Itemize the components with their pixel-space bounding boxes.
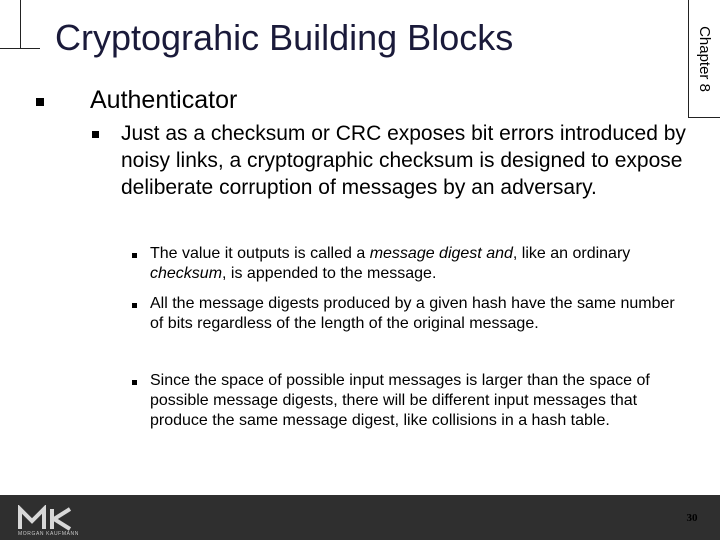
sub-bullet-3: Since the space of possible input messages is larger than the space of possible message digests, there will be different input messages that produce the same message digest, like collisions in a hash table. xyxy=(150,372,650,429)
slide-title: Cryptograhic Building Blocks xyxy=(55,17,514,58)
corner-horizontal-rule xyxy=(0,48,40,49)
sub-bullet-1-em-digest: message digest and xyxy=(369,245,513,262)
chapter-label: Chapter 8 xyxy=(696,26,713,92)
sub-bullet-1-em-checksum: checksum xyxy=(150,265,223,282)
sub-bullet-1-pre: The value it outputs is called a xyxy=(150,245,370,262)
bullet-square-icon xyxy=(132,380,137,385)
bullet-level1-text: Authenticator xyxy=(90,86,238,114)
bullet-level2-text: Just as a checksum or CRC exposes bit errors introduced by noisy links, a cryptographic checksum is designed to expose deliberate corruption of messages by an adversary. xyxy=(121,122,686,199)
bullet-square-icon xyxy=(132,303,137,308)
publisher-name: MORGAN KAUFMANN xyxy=(18,531,79,537)
bullet-square-icon xyxy=(92,131,99,138)
footer-bar xyxy=(0,495,720,540)
bullet-square-icon xyxy=(36,98,44,106)
sub-bullet-2: All the message digests produced by a given hash have the same number of bits regardless of the length of the original message. xyxy=(150,295,675,332)
page-number: 30 xyxy=(686,512,698,524)
sub-bullet-1-mid: , like an ordinary xyxy=(512,245,631,262)
sub-bullet-1-post: , is appended to the message. xyxy=(222,265,437,282)
corner-vertical-rule xyxy=(20,0,21,48)
sub-bullet-1 xyxy=(150,244,690,284)
bullet-square-icon xyxy=(132,253,137,258)
